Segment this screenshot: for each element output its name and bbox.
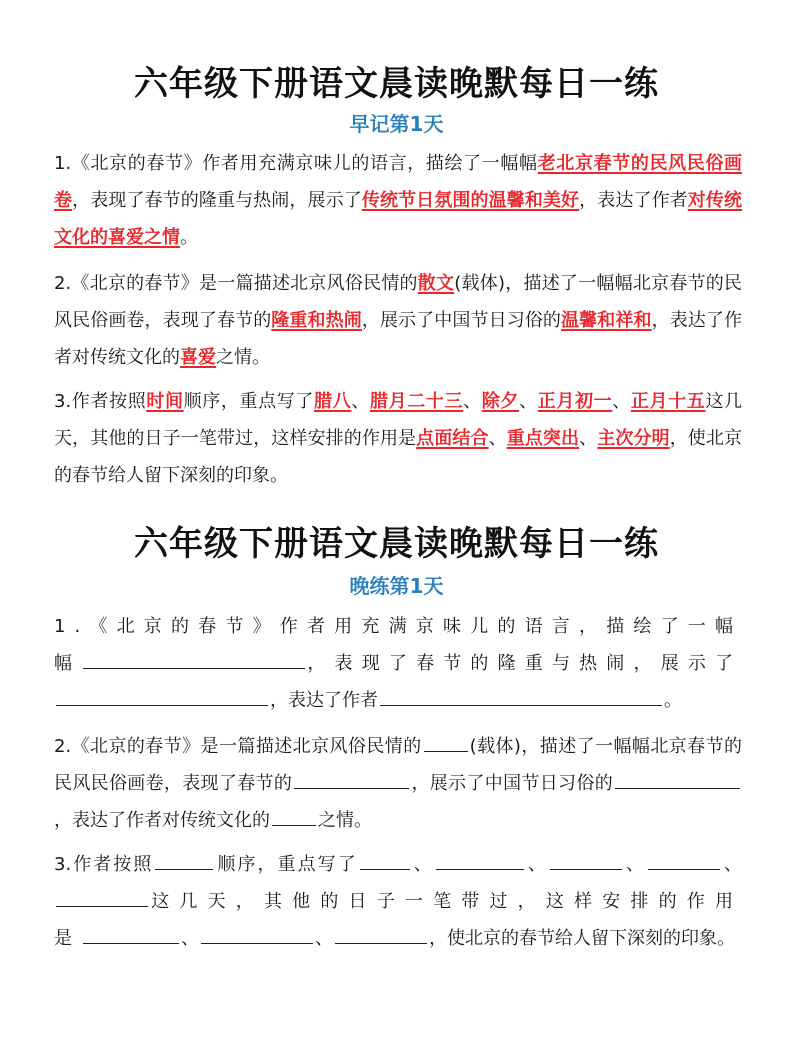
text: 、	[579, 428, 598, 449]
fill-blank[interactable]	[424, 729, 468, 752]
page-title-morning: 六年级下册语文晨读晚默每日一练	[134, 64, 659, 104]
answer-highlight: 散文	[417, 273, 455, 294]
text: 顺序，重点写了	[215, 854, 358, 875]
answer-highlight: 腊月二十三	[369, 391, 464, 412]
text: 这几天，其他的日子一笔带过，这样安排的作用是	[54, 891, 742, 949]
text: 、	[525, 854, 548, 875]
text: 3.作者按照	[54, 854, 154, 875]
morning-item-1	[54, 145, 742, 256]
text: 、	[411, 854, 434, 875]
text: ，使北京的春节给人留下深刻的印象。	[54, 428, 743, 486]
text: ，表达了作者对传统文化的	[54, 810, 270, 831]
fill-blank[interactable]	[201, 921, 313, 944]
text: 、	[351, 391, 370, 412]
text: (载体)，描述了一幅幅北京春节的民风民俗画卷，表现了春节的	[54, 273, 743, 331]
fill-blank[interactable]	[272, 803, 316, 826]
answer-highlight: 喜爱	[180, 347, 216, 368]
text: 、	[181, 928, 199, 949]
fill-blank[interactable]	[550, 847, 622, 870]
answer-highlight: 除夕	[481, 391, 520, 412]
text: 、	[463, 391, 482, 412]
fill-blank[interactable]	[615, 766, 740, 789]
text: 顺序，重点写了	[183, 391, 315, 412]
fill-blank[interactable]	[648, 847, 720, 870]
answer-highlight: 传统节日氛围的温馨和美好	[361, 190, 580, 211]
text: 之情。	[318, 810, 372, 831]
text: 1.《北京的春节》作者用充满京味儿的语言，描绘了一幅幅	[54, 616, 742, 674]
answer-highlight: 正月十五	[630, 391, 706, 412]
text: ，表达了作者	[579, 190, 688, 211]
text: 、	[722, 854, 743, 875]
fill-blank[interactable]	[294, 766, 409, 789]
answer-highlight: 主次分明	[597, 428, 670, 449]
answer-highlight: 点面结合	[416, 428, 489, 449]
fill-blank[interactable]	[360, 847, 410, 870]
text: 。	[664, 690, 682, 711]
answer-highlight: 温馨和祥和	[561, 310, 652, 331]
answer-highlight: 对传统文化的喜爱之情	[54, 190, 743, 248]
fill-blank[interactable]	[83, 646, 305, 669]
page-title-evening: 六年级下册语文晨读晚默每日一练	[134, 524, 659, 564]
text: ，使北京的春节给人留下深刻的印象。	[429, 928, 735, 949]
text: 2.《北京的春节》是一篇描述北京风俗民情的	[54, 736, 422, 757]
text: 1.《北京的春节》作者用充满京味儿的语言，描绘了一幅幅	[54, 153, 538, 174]
fill-blank[interactable]	[436, 847, 524, 870]
text: 这几天，其他的日子一笔带过，这样安排的作用是	[54, 391, 743, 449]
evening-item-1	[54, 608, 742, 719]
evening-item-3	[54, 846, 742, 957]
subtitle-morning: 早记第1天	[349, 112, 444, 136]
answer-highlight: 老北京春节的民风民俗画卷	[54, 153, 743, 211]
text: 、	[488, 428, 507, 449]
text: ，展示了中国节日习俗的	[361, 310, 562, 331]
fill-blank[interactable]	[335, 921, 427, 944]
fill-blank[interactable]	[380, 683, 662, 706]
subtitle-evening: 晚练第1天	[349, 574, 444, 598]
fill-blank[interactable]	[83, 921, 179, 944]
text: ，展示了中国节日习俗的	[411, 773, 614, 794]
answer-highlight: 时间	[146, 391, 184, 412]
text: (载体)，描述了一幅幅北京春节的民风民俗画卷，表现了春节的	[54, 736, 743, 794]
answer-highlight: 正月初一	[537, 391, 613, 412]
text: ，表达了作者对传统文化的	[54, 310, 743, 368]
text: 、	[519, 391, 538, 412]
answer-highlight: 隆重和热闹	[271, 310, 362, 331]
text: 、	[623, 854, 646, 875]
text: 3.作者按照	[54, 391, 147, 412]
fill-blank[interactable]	[56, 884, 148, 907]
text: ，表达了作者	[270, 690, 378, 711]
fill-blank[interactable]	[56, 683, 268, 706]
text: 、	[612, 391, 631, 412]
text: 2.《北京的春节》是一篇描述北京风俗民情的	[54, 273, 418, 294]
text: 之情。	[216, 347, 270, 368]
morning-item-3	[54, 383, 742, 494]
fill-blank[interactable]	[155, 847, 213, 870]
answer-highlight: 腊八	[314, 391, 352, 412]
answer-highlight: 重点突出	[506, 428, 580, 449]
text: ，表现了春节的隆重与热闹，展示了	[307, 653, 743, 674]
text: ，表现了春节的隆重与热闹，展示了	[72, 190, 362, 211]
evening-item-2	[54, 728, 742, 839]
text: 。	[180, 227, 198, 248]
text: 、	[315, 928, 333, 949]
morning-item-2	[54, 265, 742, 376]
